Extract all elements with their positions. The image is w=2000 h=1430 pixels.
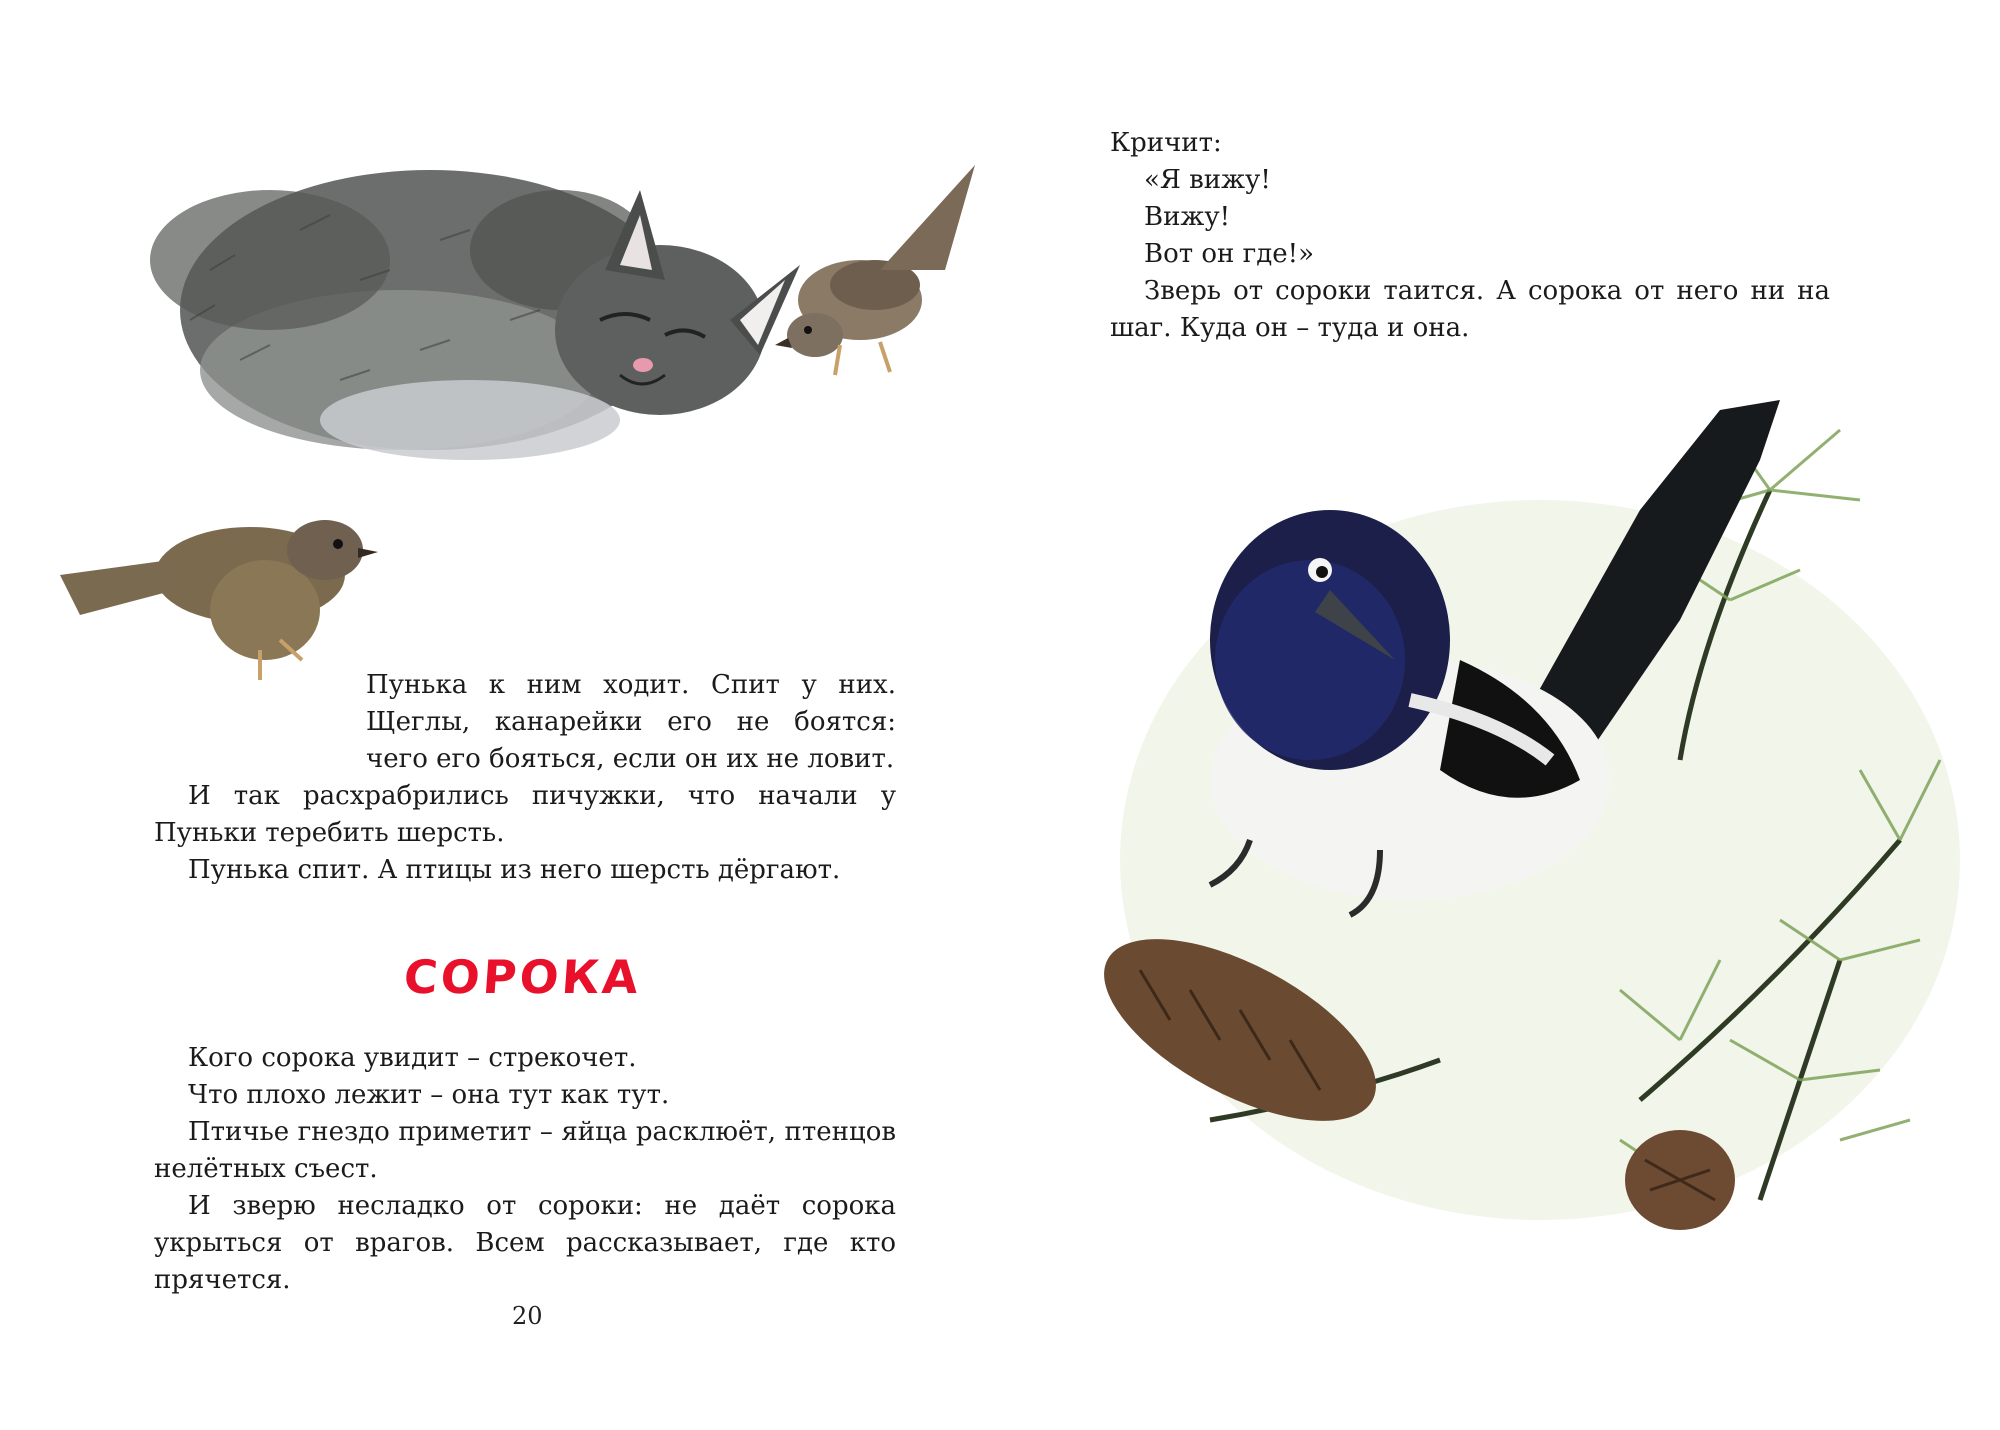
paragraph: Кого сорока увидит – стрекочет. — [188, 1043, 637, 1073]
paragraph: Вижу! — [1144, 202, 1231, 232]
paragraph: И так расхрабрились пичужки, что начали у Пуньки теребить шерсть. — [154, 781, 896, 848]
paragraph: Птичье гнездо приметит – яйца расклюёт, птенцов нелётных съест. — [154, 1117, 896, 1184]
story-text-soroka — [154, 1040, 896, 1299]
paragraph: Пунька к ним ходит. Спит у них. Щеглы, канарейки его не боятся: чего его бояться, если он их не ловит. — [366, 670, 896, 774]
story-text-right — [1110, 125, 1830, 347]
magpie-illustration — [1080, 340, 1960, 1300]
right-page — [1000, 0, 2000, 1430]
small-pine-cone — [1625, 1130, 1735, 1230]
story-text-top — [366, 667, 896, 778]
story-text-continued — [154, 778, 896, 889]
story-title: СОРОКА — [402, 950, 643, 1004]
sleeping-cat-illustration — [40, 120, 990, 720]
paragraph: И зверю несладко от сороки: не даёт сорока укрыться от врагов. Всем рассказывает, где кто прячется. — [154, 1191, 896, 1295]
page-number: 20 — [512, 1302, 543, 1330]
paragraph: Что плохо лежит – она тут как тут. — [188, 1080, 670, 1110]
paragraph: Пунька спит. А птицы из него шерсть дёргают. — [188, 855, 841, 885]
lower-sparrow — [60, 520, 378, 680]
paragraph: Вот он где!» — [1144, 239, 1315, 269]
paragraph: Зверь от сороки таится. А сорока от него ни на шаг. Куда он – туда и она. — [1110, 276, 1830, 343]
paragraph: Кричит: — [1110, 128, 1222, 158]
cat-and-sparrows-drawing — [40, 120, 990, 720]
paragraph: «Я вижу! — [1144, 165, 1271, 195]
magpie-on-pine-drawing — [1080, 340, 1960, 1300]
upper-sparrow — [775, 165, 975, 375]
